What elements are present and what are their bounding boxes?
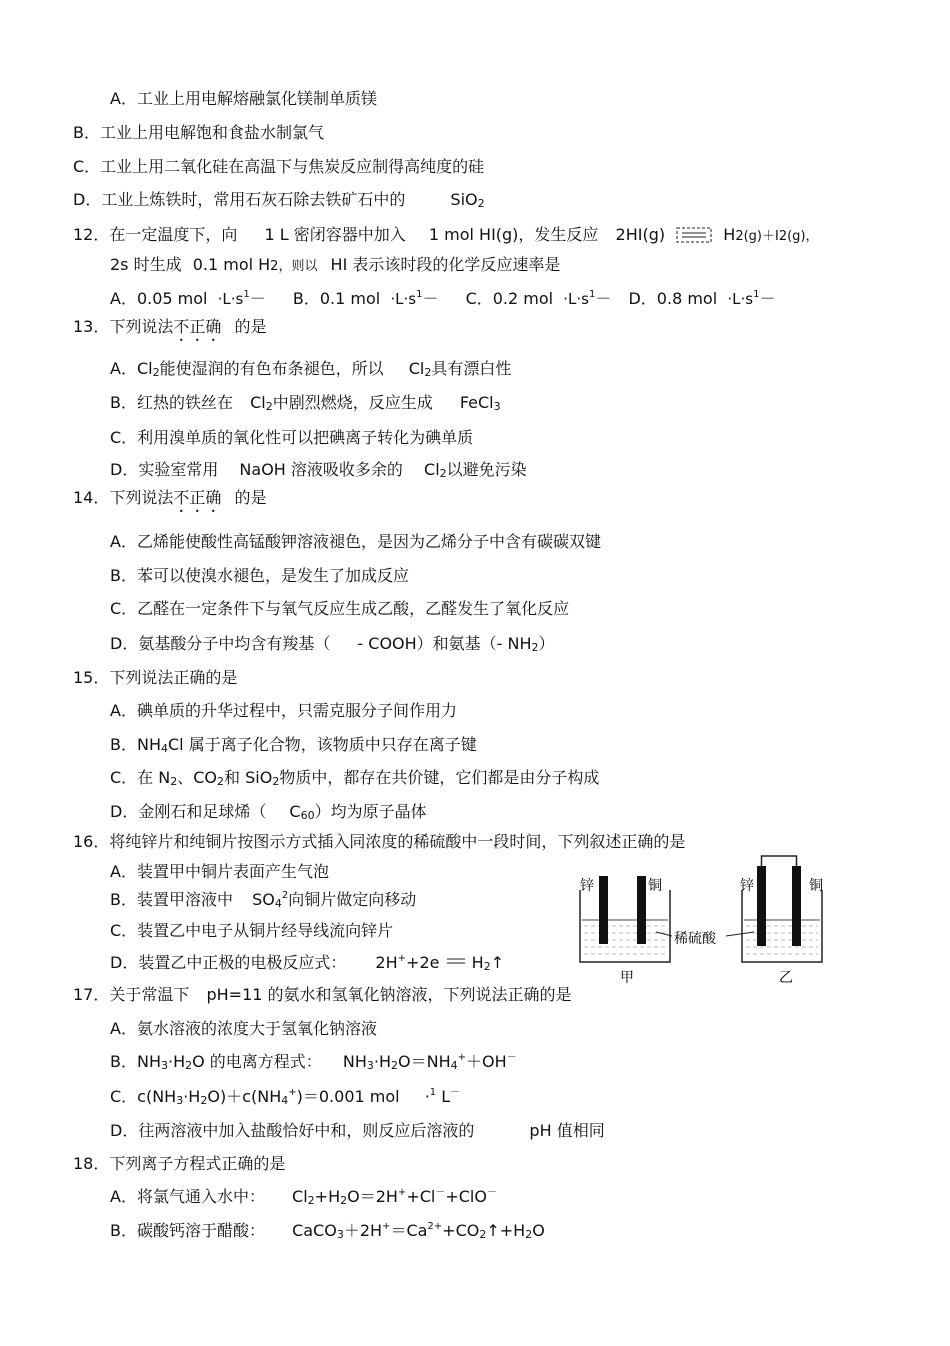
acid-label: 稀硫酸	[674, 931, 716, 947]
q18-number: 18．	[73, 1154, 110, 1173]
q11-option-a: A．工业上用电解熔融氯化镁制单质镁	[110, 89, 377, 108]
q15-stem: 15．下列说法正确的是	[73, 668, 238, 687]
q12-option-a: A．0.05 mol $\cdot L\cdot s^1-$	[110, 289, 266, 308]
zinc-label-jia: 锌	[580, 878, 594, 894]
q11-option-d	[73, 190, 485, 210]
q15-option-d: D．金刚石和足球烯（ $C_{60}$）均为原子晶体	[110, 802, 427, 822]
q11-option-d-formula: SiO$_2$	[450, 190, 485, 210]
q13-stem: 13．下列说法不正确 的是	[73, 317, 267, 336]
yi-label: 乙	[779, 970, 793, 986]
q16-option-d: D．装置乙中正极的电极反应式： 2H++2e $H_2↑$	[110, 953, 505, 973]
electrochemistry-apparatus-diagram	[576, 850, 828, 990]
q18-option-b: B．碳酸钙溶于醋酸： $CaCO_3+2H^+=Ca^{2+}+CO_2↑+H_2O$	[110, 1221, 545, 1241]
q13-option-a: A．$Cl_2$能使湿润的有色布条褪色，所以 $Cl_2$具有漂白性	[110, 359, 512, 379]
wire	[762, 856, 797, 866]
q16-option-c: C．装置乙中电子从铜片经导线流向锌片	[110, 921, 394, 940]
reversible-arrow-icon	[676, 227, 712, 243]
q12-stem: 12．在一定温度下，向 1 L 密闭容器中加入 1 mol HI(g)，发生反应 2HI(g) H2(g)＋I2(g)，	[73, 225, 819, 244]
q17-option-a: A．氨水溶液的浓度大于氢氧化钠溶液	[110, 1019, 377, 1038]
q15-option-b: B．$NH_4Cl$ 属于离子化合物，该物质中只存在离子键	[110, 735, 477, 755]
q18-option-a: A．将氯气通入水中： $Cl_2+H_2O=2H^++Cl^-+ClO^-$	[110, 1187, 497, 1207]
q14-option-d: D．氨基酸分子中均含有羧基（ - COOH）和氨基（- $NH_2$）	[110, 634, 555, 654]
copper-electrode-yi	[792, 866, 801, 946]
zinc-electrode-yi	[757, 866, 766, 946]
q14-option-a: A．乙烯能使酸性高锰酸钾溶液褪色，是因为乙烯分子中含有碳碳双键	[110, 532, 601, 551]
q16-option-a: A．装置甲中铜片表面产生气泡	[110, 862, 329, 881]
q15-option-a: A．碘单质的升华过程中，只需克服分子间作用力	[110, 701, 457, 720]
q12-options	[110, 289, 775, 309]
copper-label-yi: 铜	[809, 878, 823, 894]
q16-option-b: B．装置甲溶液中 $SO_4^2$向铜片做定向移动	[110, 890, 417, 910]
jia-label: 甲	[620, 970, 634, 986]
q14-stem: 14．下列说法不正确 的是	[73, 488, 267, 507]
q18-stem: 18．下列离子方程式正确的是	[73, 1154, 286, 1173]
q12-option-c: C．0.2 mol $\cdot L\cdot s^1-$	[465, 289, 612, 308]
copper-electrode-jia	[637, 876, 646, 944]
q13-option-b: B．红热的铁丝在 $Cl_2$中剧烈燃烧，反应生成 FeCl$_3$	[110, 393, 501, 413]
q12-option-d: D．0.8 mol $\cdot L\cdot s^1-$	[628, 289, 776, 308]
equals-arrow-icon	[445, 951, 467, 961]
q14-option-b: B．苯可以使溴水褪色，是发生了加成反应	[110, 566, 409, 585]
q17-stem: 17．关于常温下 pH=11 的氨水和氢氧化钠溶液，下列说法正确的是	[73, 985, 572, 1004]
q16-stem: 16．将纯锌片和纯铜片按图示方式插入同浓度的稀硫酸中一段时间，下列叙述正确的是	[73, 832, 686, 851]
q17-option-d: D．往两溶液中加入盐酸恰好中和，则反应后溶液的 pH 值相同	[110, 1121, 605, 1140]
q14-option-c: C．乙醛在一定条件下与氧气反应生成乙酸，乙醛发生了氧化反应	[110, 599, 570, 618]
q15-number: 15．	[73, 668, 110, 687]
q17-number: 17．	[73, 985, 110, 1004]
q17-option-c: C．$c(NH_3\cdot H_2O)+c(NH_4^+)=0.001$ mol ·$^1$ L－	[110, 1087, 461, 1107]
q13-option-c: C．利用溴单质的氧化性可以把碘离子转化为碘单质	[110, 428, 474, 447]
q12-number: 12．	[73, 225, 110, 244]
q12-option-b: B．0.1 mol $\cdot L\cdot s^1-$	[292, 289, 439, 308]
q11-option-d-text: D．工业上炼铁时，常用石灰石除去铁矿石中的	[73, 190, 406, 209]
q11-option-c: C．工业上用二氧化硅在高温下与焦炭反应制得高纯度的硅	[73, 157, 485, 176]
zinc-label-yi: 锌	[740, 878, 754, 894]
beaker-yi	[742, 856, 822, 962]
q16-number: 16．	[73, 832, 110, 851]
q13-number: 13．	[73, 317, 110, 336]
copper-label-jia: 铜	[648, 878, 662, 894]
q14-number: 14．	[73, 488, 110, 507]
q15-option-c: C．在 $N_2$、$CO_2$和 SiO$_2$物质中，都存在共价键，它们都是由分子构成	[110, 768, 600, 788]
q12-stem-line2: 2s 时生成 0.1 mol H2，则以 HI 表示该时段的化学反应速率是	[110, 255, 561, 274]
q13-option-d: D．实验室常用 NaOH 溶液吸收多余的 $Cl_2$以避免污染	[110, 460, 527, 480]
zinc-electrode-jia	[599, 876, 608, 944]
q17-option-b: B．$NH_3\cdot H_2O$ 的电离方程式： $NH_3\cdot H_2O=NH_4^++OH^-$	[110, 1052, 517, 1072]
q11-option-b: B．工业上用电解饱和食盐水制氯气	[73, 123, 324, 142]
